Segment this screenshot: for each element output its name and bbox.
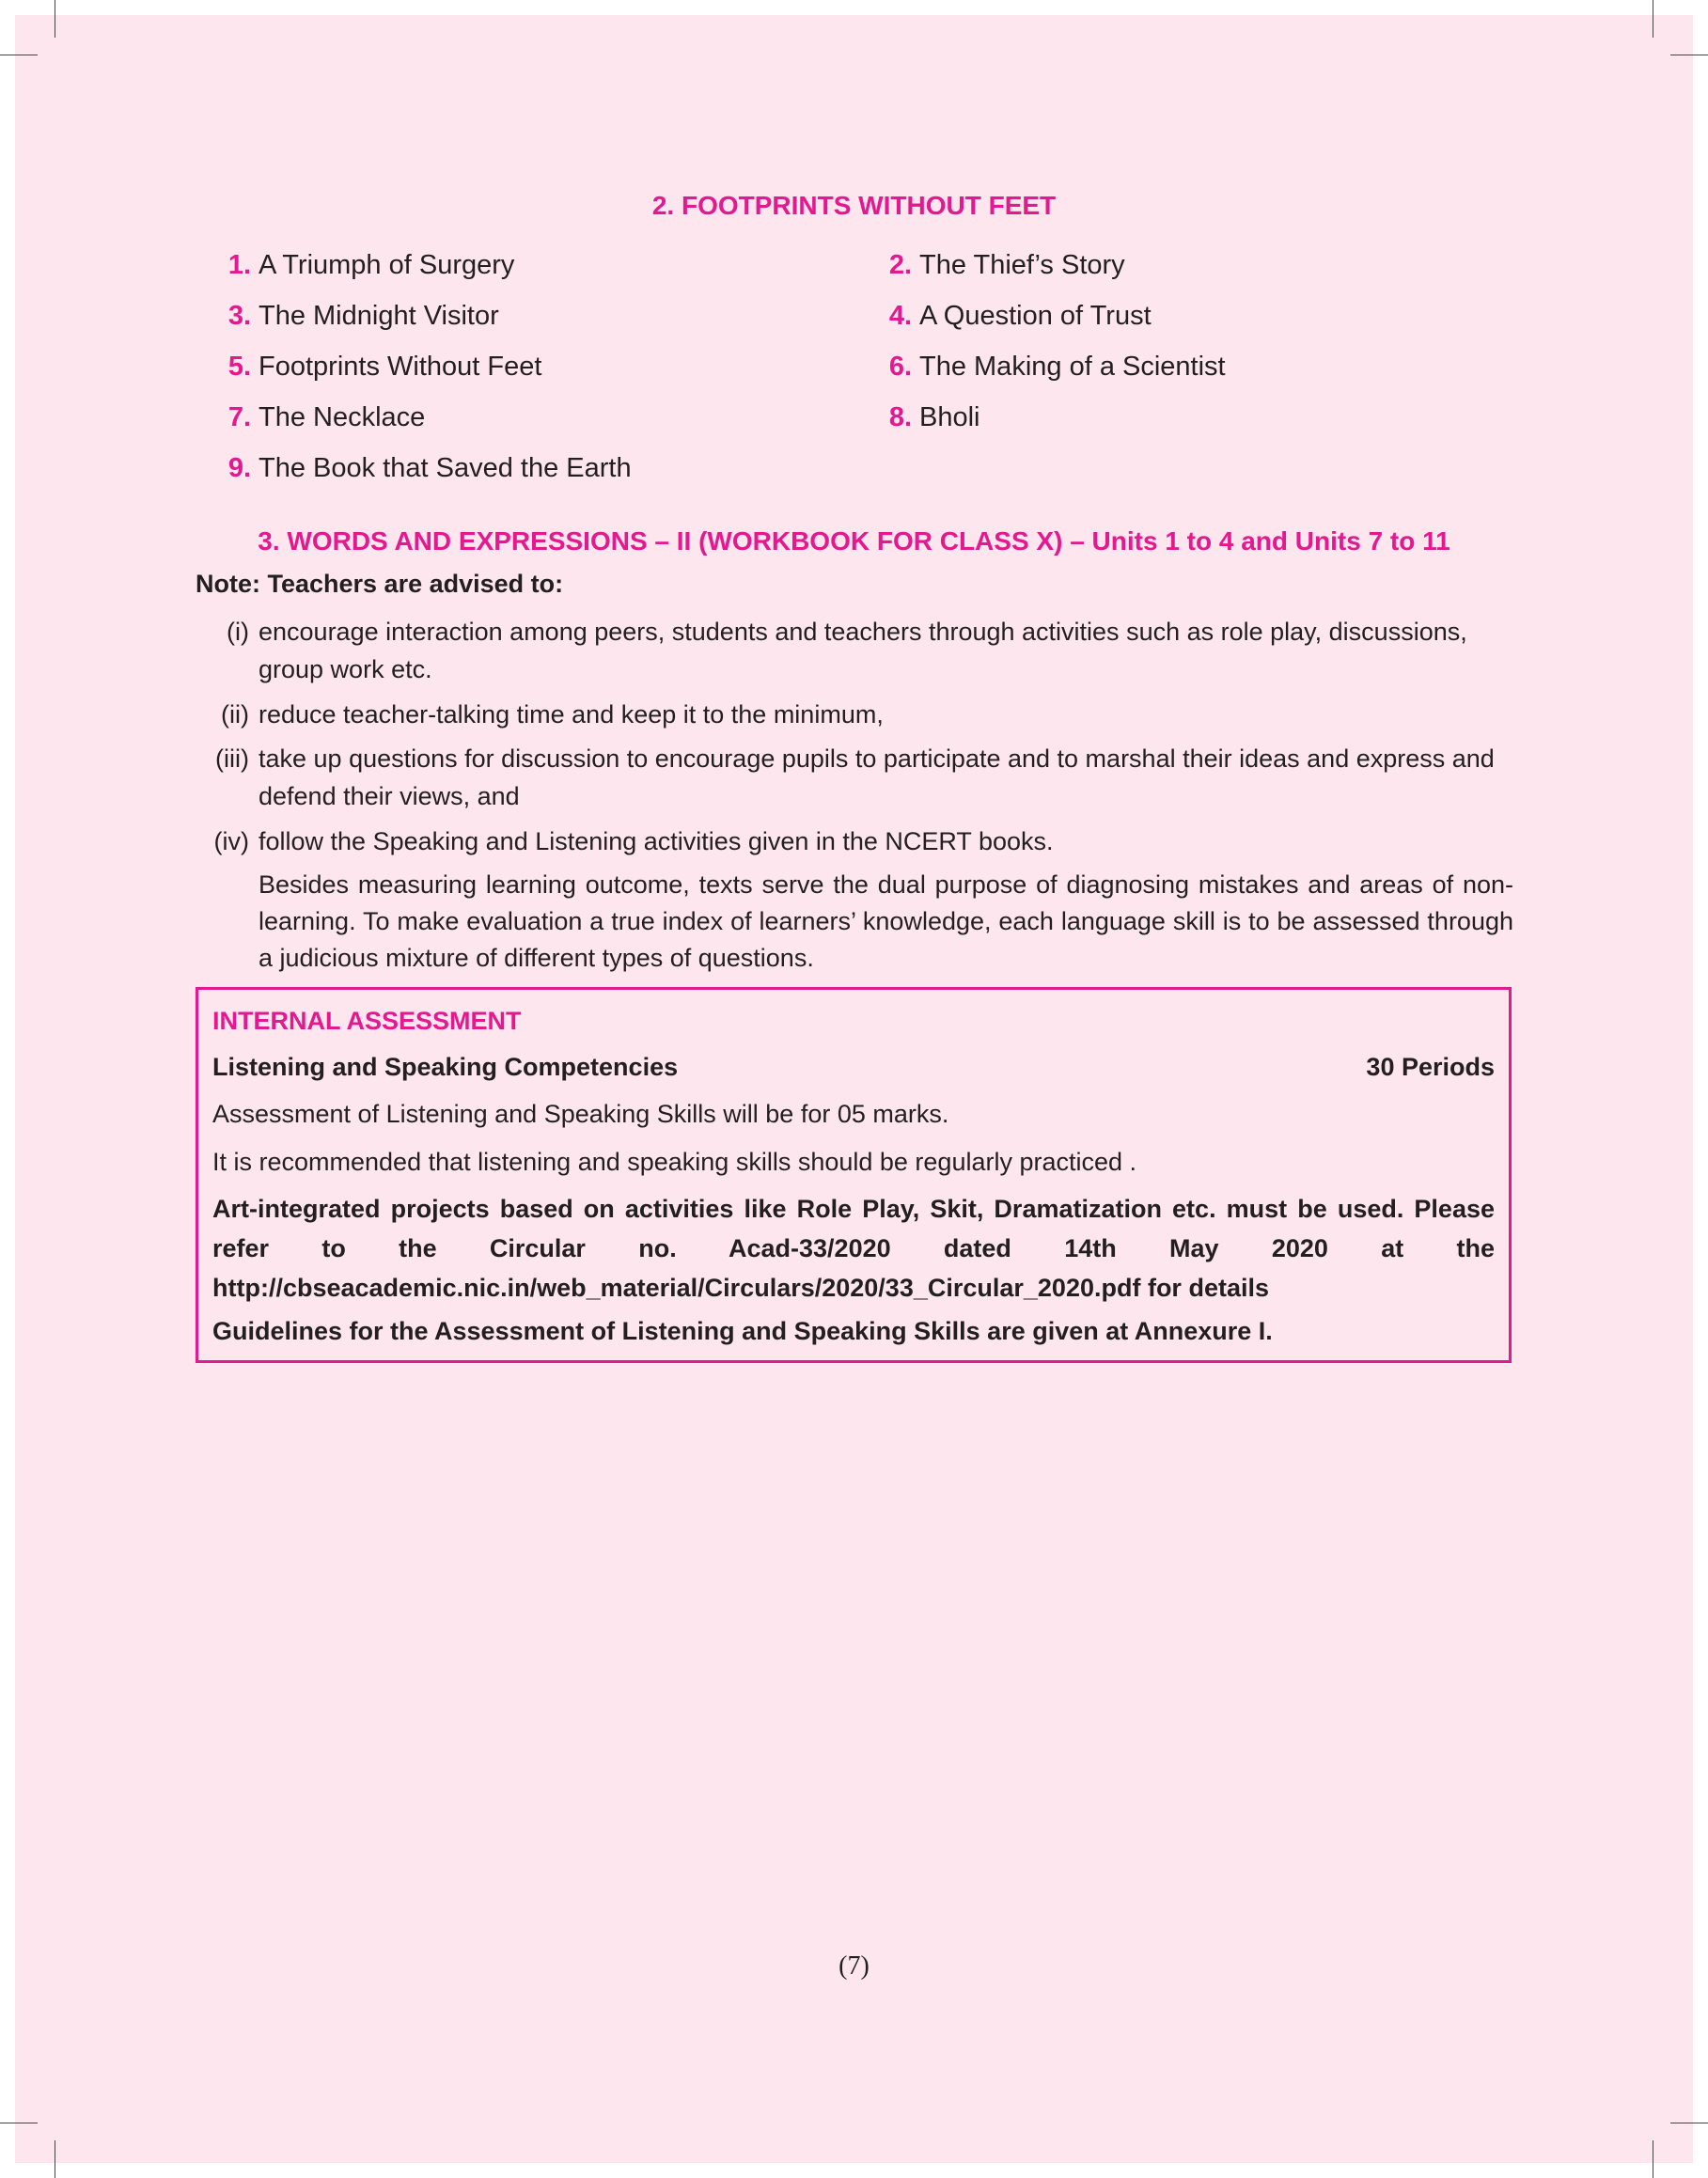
note-number: (ii): [221, 700, 249, 729]
competencies-label: Listening and Speaking Competencies: [212, 1053, 679, 1081]
chapter-number: 3.: [227, 301, 251, 331]
chapter-number: 9.: [227, 453, 251, 483]
chapter-title: A Question of Trust: [919, 301, 1152, 331]
chapter-item: [227, 399, 426, 436]
note-text: reduce teacher-talking time and keep it to the minimum,: [259, 700, 884, 729]
section-2-title: 2. FOOTPRINTS WITHOUT FEET: [651, 191, 1057, 220]
guidelines-text: Guidelines for the Assessment of Listening and Speaking Skills are given at Annexure I.: [212, 1317, 1273, 1345]
periods-label: 30 Periods: [1366, 1053, 1495, 1081]
chapter-item: [888, 399, 980, 436]
chapter-number: 4.: [888, 301, 912, 331]
chapter-title: The Making of a Scientist: [919, 352, 1226, 382]
chapter-item: [888, 297, 1152, 335]
chapter-item: [888, 246, 1125, 284]
chapter-item: [888, 348, 1226, 385]
chapter-title: Footprints Without Feet: [259, 352, 542, 382]
chapter-number: 5.: [227, 352, 251, 382]
chapter-item: [227, 449, 632, 487]
note-number: (i): [227, 618, 249, 646]
assessment-marks-text: Assessment of Listening and Speaking Skills will be for 05 marks.: [212, 1100, 949, 1128]
chapter-number: 8.: [888, 402, 912, 432]
note-number: (iii): [215, 744, 249, 773]
chapter-number: 6.: [888, 352, 912, 382]
chapter-title: The Thief’s Story: [919, 250, 1125, 280]
note-paragraph: Besides measuring learning outcome, texts serve the dual purpose of diagnosing mistakes and areas of non-learning. To make evaluation a true index of learners’ knowledge, each language skill is to be assessed through a judicious mixture of different types of questions.: [259, 870, 1513, 972]
chapter-title: The Necklace: [259, 402, 426, 432]
chapter-title: Bholi: [919, 402, 980, 432]
note-item: [213, 823, 1513, 860]
art-integrated-text: Art-integrated projects based on activities like Role Play, Skit, Dramatization etc. must be used. Please refer to the Circular no. Acad-33/2020 dated 14th May 2020 at the http://cbseacademic.nic.in/web_material/Circulars/2020/33_Circular_2020.pdf for details: [212, 1195, 1495, 1302]
chapter-item: [227, 297, 499, 335]
chapter-title: The Book that Saved the Earth: [259, 453, 632, 483]
section-3-title: 3. WORDS AND EXPRESSIONS – II (WORKBOOK FOR CLASS X) – Units 1 to 4 and Units 7 to 11: [258, 526, 1450, 556]
chapter-number: 2.: [888, 250, 912, 280]
internal-assessment-box: [196, 987, 1512, 1363]
chapter-item: [227, 348, 542, 385]
competencies-heading: [212, 1047, 1495, 1087]
note-text: follow the Speaking and Listening activities given in the NCERT books.: [259, 827, 1054, 855]
chapter-item: [227, 246, 515, 284]
note-item: [227, 613, 1513, 688]
note-number: (iv): [213, 827, 249, 855]
note-text: take up questions for discussion to encourage pupils to participate and to marshal their ideas and express and defend their views, and: [259, 744, 1495, 810]
chapter-number: 7.: [227, 402, 251, 432]
chapter-title: A Triumph of Surgery: [259, 250, 515, 280]
note-title: Note: Teachers are advised to:: [196, 570, 564, 598]
note-item: [221, 696, 1513, 733]
note-item: [215, 740, 1513, 815]
chapter-number: 1.: [227, 250, 251, 280]
internal-assessment-title: INTERNAL ASSESSMENT: [212, 1007, 522, 1035]
recommendation-text: It is recommended that listening and speaking skills should be regularly practiced .: [212, 1148, 1137, 1176]
chapter-title: The Midnight Visitor: [259, 301, 499, 331]
note-text: encourage interaction among peers, students and teachers through activities such as role play, discussions, group work etc.: [259, 618, 1467, 683]
page-number: (7): [838, 1951, 870, 1981]
